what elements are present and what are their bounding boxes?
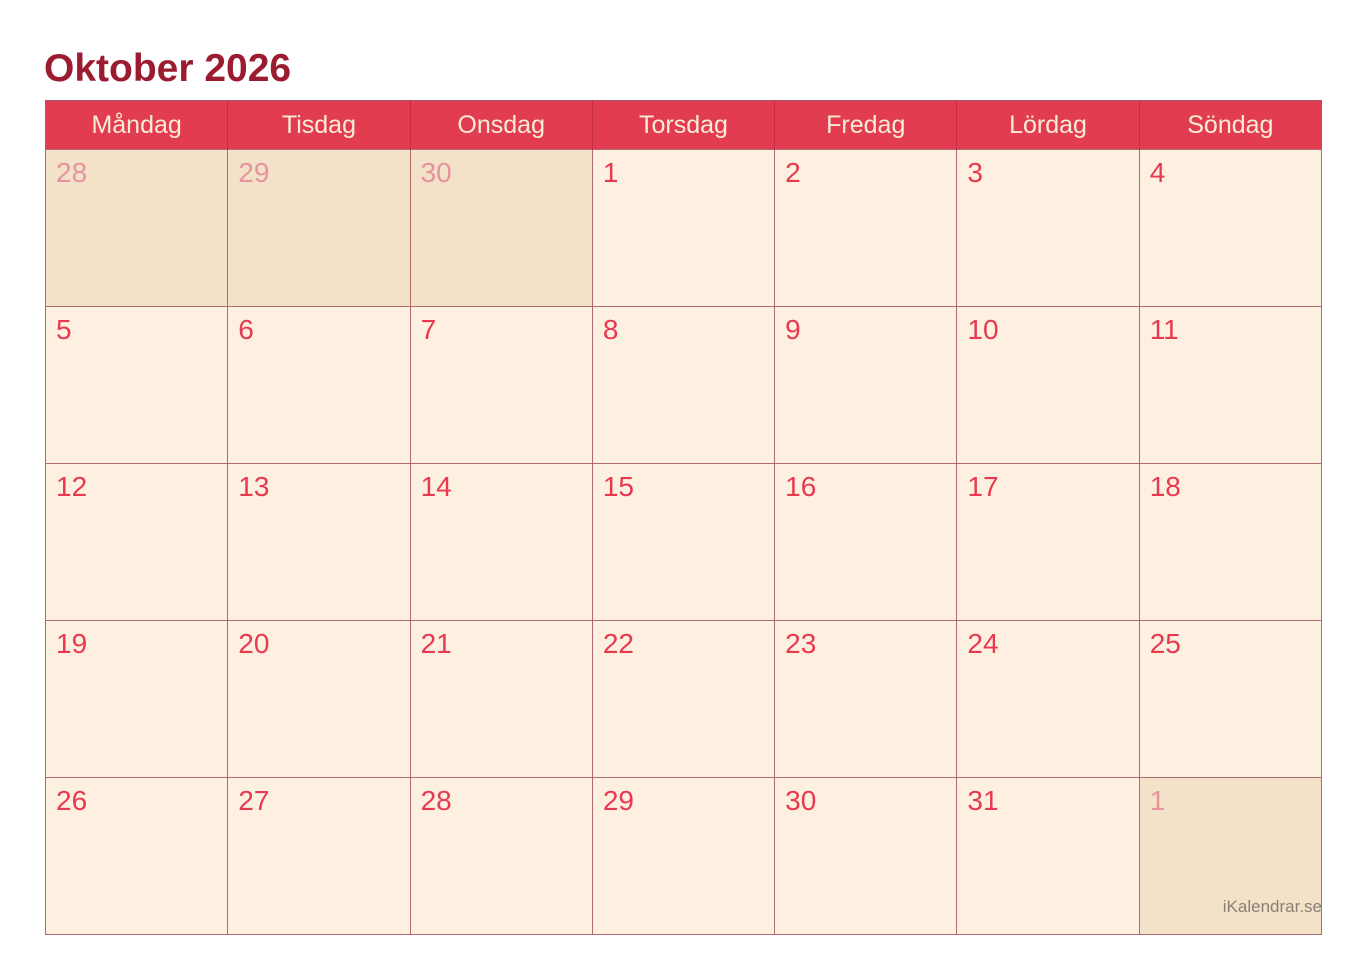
day-number: 11: [1149, 314, 1179, 345]
day-cell: [228, 464, 410, 621]
week-row: [46, 307, 1322, 464]
day-cell-other-month: [46, 150, 228, 307]
day-cell: [228, 621, 410, 778]
weekday-header-row: [46, 101, 1322, 150]
day-cell: [957, 464, 1139, 621]
calendar-title: Oktober 2026: [44, 47, 292, 90]
day-number: 1: [1149, 785, 1166, 816]
day-cell-other-month: [228, 150, 410, 307]
weekday-header-torsdag: Torsdag: [592, 101, 774, 150]
day-cell: [592, 778, 774, 935]
day-number: 26: [56, 785, 88, 816]
day-number: 21: [420, 628, 452, 659]
day-number: 24: [967, 628, 999, 659]
day-cell: [592, 307, 774, 464]
day-number: 5: [56, 314, 72, 345]
day-number: 18: [1149, 471, 1181, 502]
day-cell: [592, 464, 774, 621]
day-cell: [46, 778, 228, 935]
day-number: 12: [56, 471, 88, 502]
day-number: 28: [420, 785, 452, 816]
day-number: 9: [785, 314, 801, 345]
day-cell: [1139, 150, 1321, 307]
day-number: 31: [967, 785, 999, 816]
day-number: 22: [602, 628, 634, 659]
day-cell: [46, 621, 228, 778]
day-cell: [410, 307, 592, 464]
day-cell: [775, 621, 957, 778]
weekday-header-tisdag: Tisdag: [228, 101, 410, 150]
day-cell: [775, 150, 957, 307]
week-row: [46, 150, 1322, 307]
day-cell: [1139, 464, 1321, 621]
day-cell: [46, 307, 228, 464]
day-number: 7: [420, 314, 437, 345]
calendar-table: [45, 100, 1322, 935]
day-number: 8: [602, 314, 619, 345]
day-cell: [592, 150, 774, 307]
day-cell: [957, 621, 1139, 778]
day-number: 30: [420, 157, 452, 188]
day-number: 16: [785, 471, 817, 502]
day-number: 14: [420, 471, 452, 502]
day-cell: [592, 621, 774, 778]
day-cell: [228, 307, 410, 464]
day-number: 17: [967, 471, 999, 502]
day-number: 3: [967, 157, 983, 188]
day-number: 1: [602, 157, 619, 188]
site-credit: iKalendrar.se: [1222, 897, 1322, 916]
day-cell: [410, 778, 592, 935]
day-number: 27: [238, 785, 270, 816]
day-cell-other-month: [410, 150, 592, 307]
day-number: 29: [238, 157, 270, 188]
day-number: 15: [602, 471, 634, 502]
weekday-header-lordag: Lördag: [957, 101, 1139, 150]
day-number: 29: [602, 785, 634, 816]
weekday-header-fredag: Fredag: [775, 101, 957, 150]
day-cell: [1139, 621, 1321, 778]
weekday-header-onsdag: Onsdag: [410, 101, 592, 150]
weekday-header-sondag: Söndag: [1139, 101, 1321, 150]
day-cell: [775, 778, 957, 935]
day-number: 2: [785, 157, 801, 188]
day-number: 6: [238, 314, 254, 345]
day-cell: [957, 778, 1139, 935]
day-number: 30: [785, 785, 817, 816]
day-number: 28: [56, 157, 88, 188]
week-row: [46, 464, 1322, 621]
day-cell: [957, 150, 1139, 307]
day-number: 25: [1149, 628, 1181, 659]
day-cell: [410, 621, 592, 778]
day-cell: [957, 307, 1139, 464]
day-number: 19: [56, 628, 88, 659]
day-cell: [410, 464, 592, 621]
day-number: 20: [238, 628, 270, 659]
day-number: 10: [967, 314, 999, 345]
day-number: 23: [785, 628, 817, 659]
week-row: [46, 621, 1322, 778]
day-cell: [46, 464, 228, 621]
day-number: 13: [238, 471, 270, 502]
day-cell: [228, 778, 410, 935]
week-row: [46, 778, 1322, 935]
day-number: 4: [1149, 157, 1166, 188]
day-cell: [775, 307, 957, 464]
day-cell: [775, 464, 957, 621]
weekday-header-mandag: Måndag: [46, 101, 228, 150]
day-cell: [1139, 307, 1321, 464]
